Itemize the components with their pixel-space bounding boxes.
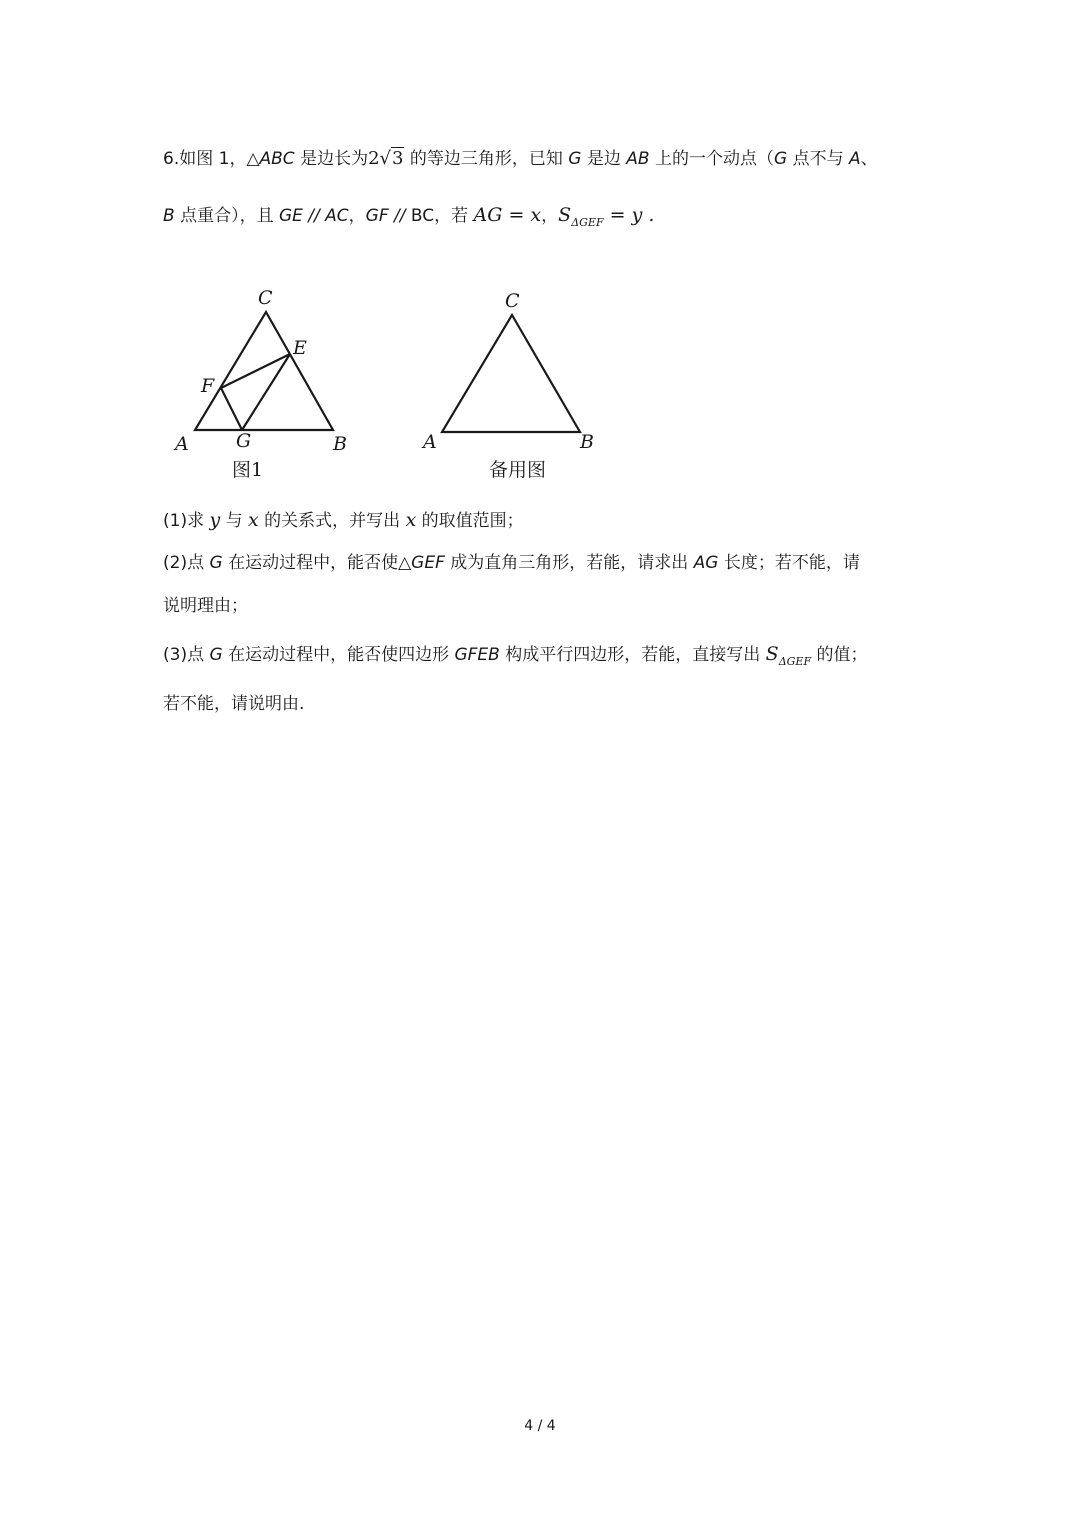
area-symbol: S: [558, 204, 572, 226]
question-3-line-2: [163, 692, 304, 716]
text: 是边: [581, 149, 627, 169]
figure-backup-caption: 备用图: [489, 459, 547, 481]
text: (2)点: [163, 553, 210, 573]
var-ab: AB: [626, 149, 650, 169]
var-g: G: [209, 553, 223, 573]
text: 说明理由；: [163, 596, 248, 616]
label-b: B: [580, 431, 594, 453]
figure-backup: [420, 285, 610, 455]
text: 构成平行四边形，若能，直接写出: [499, 645, 766, 665]
label-a: A: [175, 433, 189, 455]
problem-line-1: [163, 147, 878, 171]
parallel-sign: //: [302, 206, 326, 226]
text: 成为直角三角形，若能，请求出: [444, 553, 694, 573]
text: 、: [860, 149, 878, 169]
text: 在运动过程中，能否使四边形: [222, 645, 455, 665]
var-bc: BC: [410, 206, 435, 226]
text: 上的一个动点（: [649, 149, 774, 169]
triangle-abc-backup: [442, 315, 580, 432]
text: ，: [541, 206, 559, 226]
label-c: C: [505, 290, 520, 312]
text: 的等边三角形，已知: [404, 149, 569, 169]
var-g: G: [568, 149, 582, 169]
radical-sign: √: [379, 148, 392, 169]
equation-ag: AG = x: [473, 204, 542, 226]
var-gf: GF: [365, 206, 389, 226]
var-x: x: [248, 509, 259, 531]
text: 点重合），且: [174, 206, 279, 226]
var-gfeb: GFEB: [454, 645, 500, 665]
radical-expression: [368, 147, 404, 169]
text: 的值；: [811, 645, 868, 665]
equation-y: = y: [603, 204, 643, 226]
text: 的取值范围；: [416, 511, 524, 531]
label-e: E: [293, 337, 307, 359]
var-gef: GEF: [411, 553, 445, 573]
area-subscript: ΔGEF: [571, 216, 604, 229]
parallel-sign: //: [388, 206, 411, 226]
var-b: B: [163, 206, 175, 226]
text: 是边长为: [294, 149, 369, 169]
question-2-line-1: [163, 551, 860, 575]
text: 的关系式，并写出: [258, 511, 406, 531]
area-subscript: ΔGEF: [778, 655, 812, 668]
var-g: G: [209, 645, 223, 665]
text: 长度；若不能，请: [718, 553, 860, 573]
triangle-abc: [195, 312, 333, 430]
text: 在运动过程中，能否使△: [222, 553, 412, 573]
var-ag: AG: [693, 553, 719, 573]
problem-line-2: [163, 203, 654, 235]
question-3-line-1: [163, 642, 868, 674]
text: (1)求: [163, 511, 210, 531]
var-ac: AC: [325, 206, 349, 226]
figure-1: [160, 280, 370, 455]
label-f: F: [201, 375, 215, 397]
page-number: 4 / 4: [524, 1418, 556, 1434]
segment-fg: [221, 388, 242, 430]
area-symbol: S: [765, 643, 779, 665]
label-b: B: [333, 433, 347, 455]
text: (3)点: [163, 645, 210, 665]
text: ，: [348, 206, 366, 226]
text: 6.如图 1，△: [163, 149, 260, 169]
var-x: x: [405, 509, 417, 531]
figure-1-caption: 图1: [232, 459, 264, 481]
text: ，若: [434, 206, 474, 226]
question-2-line-2: [163, 594, 248, 618]
text: 与: [220, 511, 249, 531]
label-g: G: [236, 430, 252, 452]
var-ge: GE: [278, 206, 303, 226]
var-abc: ABC: [259, 149, 295, 169]
label-a: A: [423, 431, 437, 453]
var-y: y: [209, 509, 221, 531]
text: 点不与: [787, 149, 849, 169]
label-c: C: [258, 287, 273, 309]
var-a: A: [849, 149, 861, 169]
text: .: [642, 204, 655, 226]
radical-coef: 2: [368, 148, 380, 169]
text: 若不能，请说明由.: [163, 694, 305, 714]
var-g: G: [774, 149, 788, 169]
question-1: [163, 508, 524, 533]
radical-arg: 3: [392, 148, 404, 169]
